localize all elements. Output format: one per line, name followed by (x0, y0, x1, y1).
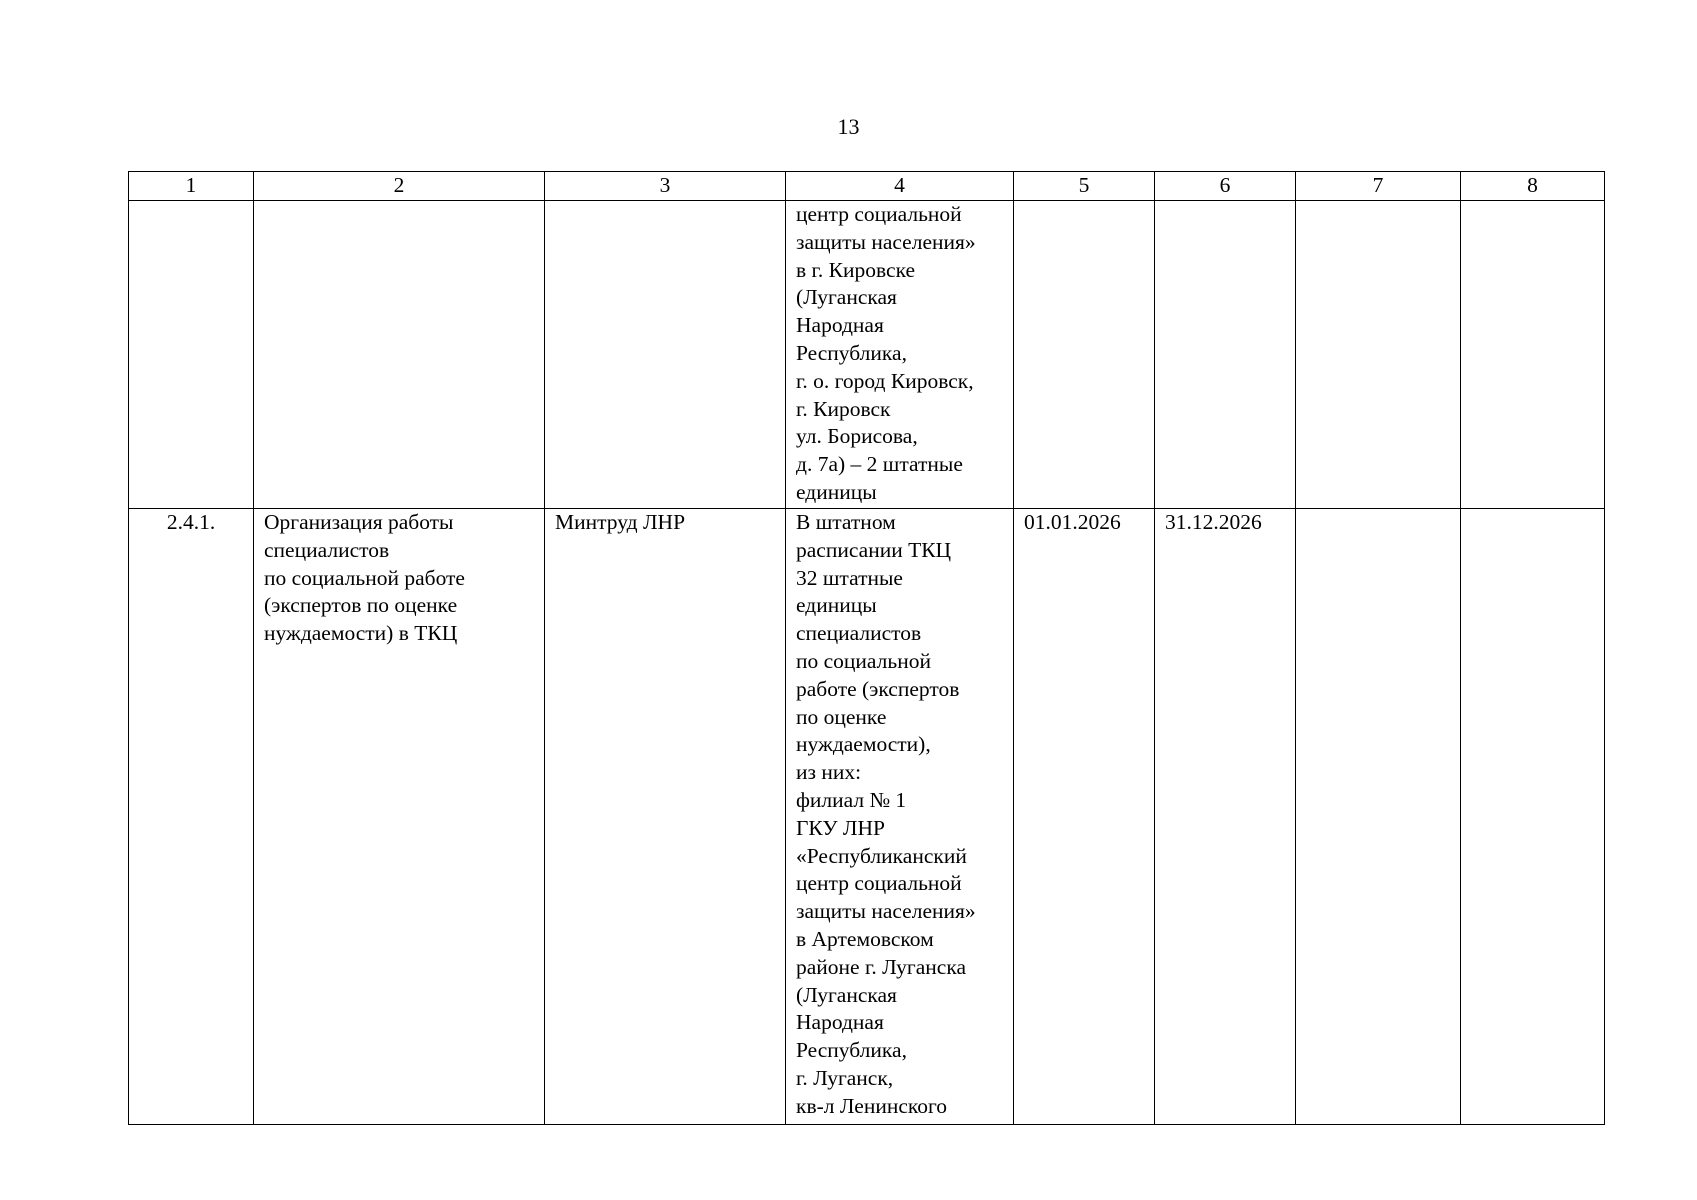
start-date-cell: 01.01.2026 (1014, 509, 1155, 1125)
column-number: 3 (545, 172, 786, 201)
table-row (129, 509, 1605, 1125)
description-cell: центр социальной защиты населения» в г. Кировске (Луганская Народная Республика, г. о. город Кировск, г. Кировск ул. Борисова, д. 7а) – 2 штатные единицы (786, 201, 1014, 509)
item-number-cell (129, 201, 254, 509)
activity-cell: Организация работы специалистов по социальной работе (экспертов по оценке нуждаемости) в ТКЦ (254, 509, 545, 1125)
document-table (128, 171, 1605, 1125)
item-number-cell: 2.4.1. (129, 509, 254, 1125)
column-number: 4 (786, 172, 1014, 201)
column-7-cell (1296, 201, 1461, 509)
column-8-cell (1461, 201, 1605, 509)
column-8-cell (1461, 509, 1605, 1125)
table-row (129, 201, 1605, 509)
column-number: 2 (254, 172, 545, 201)
description-cell: В штатном расписании ТКЦ 32 штатные единицы специалистов по социальной работе (экспертов по оценке нуждаемости), из них: филиал № 1 ГКУ ЛНР «Республиканский центр социальной защиты населения» в Артемовском районе г. Луганска (Луганская Народная Республика, г. Луганск, кв-л Ленинского (786, 509, 1014, 1125)
end-date-cell (1155, 201, 1296, 509)
column-number: 1 (129, 172, 254, 201)
column-number: 7 (1296, 172, 1461, 201)
responsible-cell (545, 201, 786, 509)
activity-cell (254, 201, 545, 509)
page-number: 13 (837, 114, 860, 139)
column-number: 8 (1461, 172, 1605, 201)
start-date-cell (1014, 201, 1155, 509)
column-number: 6 (1155, 172, 1296, 201)
responsible-cell: Минтруд ЛНР (545, 509, 786, 1125)
column-number: 5 (1014, 172, 1155, 201)
column-number-row (129, 172, 1605, 201)
column-7-cell (1296, 509, 1461, 1125)
end-date-cell: 31.12.2026 (1155, 509, 1296, 1125)
